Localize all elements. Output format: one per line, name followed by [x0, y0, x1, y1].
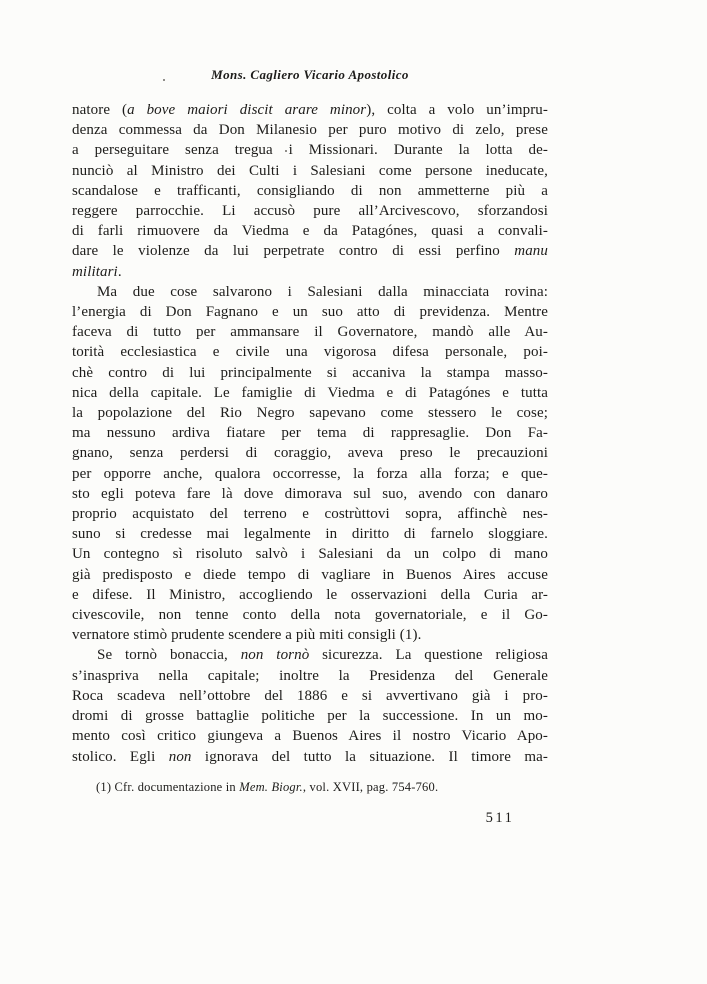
text-segment: manu — [514, 243, 548, 260]
text-segment: mento così critico giungeva a Buenos Aires il nostro Vicario Apo- — [72, 728, 548, 745]
text-segment: faceva di tutto per ammansare il Governatore, mandò alle Au- — [72, 324, 548, 341]
text-line — [72, 464, 548, 484]
text-segment: dromi di grosse battaglie politiche per la successione. In un mo- — [72, 708, 548, 725]
text-line — [72, 605, 548, 625]
text-line — [72, 322, 548, 342]
text-line — [72, 201, 548, 221]
text-segment: a bove maiori discit arare minor — [127, 102, 367, 118]
text-segment: ignorava del tutto la situazione. Il timore ma- — [191, 748, 548, 765]
text-line — [72, 645, 548, 665]
text-segment: Un contegno sì risoluto salvò i Salesiani da un colpo di mano — [72, 546, 548, 563]
text-line — [72, 443, 548, 463]
text-segment: e difese. Il Ministro, accogliendo le osservazioni della Curia ar- — [72, 586, 548, 603]
text-segment: (1) Cfr. documentazione in — [96, 780, 240, 794]
text-segment: nunciò al Ministro dei Culti i Salesiani come persone ineducate, — [72, 162, 548, 179]
text-segment: reggere parrocchie. Li accusò pure all’Arcivescovo, sforzandosi — [72, 203, 548, 220]
text-line — [72, 383, 548, 403]
paragraph — [72, 100, 548, 282]
text-line — [72, 625, 548, 645]
text-line — [72, 423, 548, 443]
text-line — [72, 140, 548, 160]
text-segment: sicurezza. La questione religiosa — [309, 647, 548, 664]
text-segment: proprio acquistato del terreno e costrùttovi sopra, affinchè nes- — [72, 506, 548, 523]
text-segment: s’inaspriva nella capitale; inoltre la Presidenza del Generale — [72, 667, 548, 684]
text-segment: per opporre anche, qualora occorresse, la forza alla forza; e que- — [72, 465, 548, 482]
text-segment: scandalose e trafficanti, consigliando di non ammetterne più a — [72, 182, 548, 199]
paragraph — [72, 282, 548, 646]
text-segment: Ma due cose salvarono i Salesiani dalla minacciata rovina: — [97, 283, 548, 300]
text-segment: denza commessa da Don Milanesio per puro motivo di zelo, prese — [72, 122, 548, 139]
text-segment: nica della capitale. Le famiglie di Viedma e di Patagónes e tutta — [72, 384, 548, 401]
text-line — [72, 363, 548, 383]
text-segment: militari — [72, 263, 118, 280]
text-segment: . — [117, 263, 122, 280]
text-segment: Roca scadeva nell’ottobre del 1886 e si avvertivano già i pro- — [72, 687, 548, 704]
text-segment: Mem. Biogr. — [239, 780, 303, 794]
text-segment: sto egli poteva fare là dove dimorava sul suo, avendo con danaro — [72, 485, 548, 502]
text-segment: non tornò — [240, 647, 310, 664]
text-segment: ma nessuno ardiva fiatare per tema di rappresaglie. Don Fa- — [72, 425, 548, 442]
text-segment: di farli rimuovere da Viedma e da Patagónes, quasi a convali- — [72, 223, 548, 240]
text-segment: vernatore stimò prudente scendere a più miti consigli (1). — [72, 627, 422, 644]
running-header: Mons. Cagliero Vicario Apostolico — [211, 67, 409, 82]
text-line — [72, 241, 548, 261]
text-line — [72, 403, 548, 423]
text-segment: , vol. XVII, pag. 754-760. — [302, 780, 439, 794]
text-line — [72, 282, 548, 302]
text-line — [72, 585, 548, 605]
text-segment: Se tornò bonaccia, — [97, 647, 241, 664]
text-line — [72, 120, 548, 140]
text-line — [72, 221, 548, 241]
text-line — [72, 161, 548, 181]
text-line — [72, 262, 548, 282]
text-segment: dare le violenze da lui perpetrate contro di essi perfino — [72, 243, 515, 260]
text-segment: l’energia di Don Fagnano e un suo atto di previdenza. Mentre — [72, 304, 548, 321]
footnote — [72, 779, 548, 795]
text-line — [72, 302, 548, 322]
text-line — [72, 565, 548, 585]
page-body — [72, 100, 548, 767]
text-line — [72, 726, 548, 746]
text-segment: stolico. Egli — [72, 748, 169, 765]
text-segment: civescovile, non tenne conto della nota governatoriale, e il Go- — [72, 607, 548, 624]
paragraph — [72, 645, 548, 766]
text-segment: gnano, senza perdersi di coraggio, aveva preso le precauzioni — [72, 445, 548, 462]
text-line — [72, 686, 548, 706]
text-segment: natore ( — [72, 102, 128, 118]
text-line — [72, 484, 548, 504]
text-segment: torità ecclesiastica e civile una vigorosa difesa personale, poi- — [72, 344, 548, 361]
text-segment: chè contro di lui principalmente si accaniva la stampa masso- — [72, 364, 548, 381]
text-line — [72, 100, 548, 120]
text-line — [72, 181, 548, 201]
text-line — [72, 504, 548, 524]
text-line — [72, 747, 548, 767]
page-number: 511 — [485, 810, 515, 826]
text-line — [72, 706, 548, 726]
text-segment: la popolazione del Rio Negro sapevano come stessero le cose; — [72, 405, 548, 422]
text-segment: ), colta a volo un’impru- — [366, 102, 548, 118]
text-segment: suno si credesse mai legalmente in diritto di farnelo sloggiare. — [72, 526, 548, 543]
text-line — [72, 666, 548, 686]
text-line — [72, 342, 548, 362]
text-segment: già predisposto e diede tempo di vagliare in Buenos Aires accuse — [72, 566, 548, 583]
text-segment: non — [168, 748, 192, 765]
text-line — [72, 544, 548, 564]
text-line — [72, 524, 548, 544]
text-segment: a perseguitare senza tregua i Missionari. Durante la lotta de- — [72, 142, 548, 159]
